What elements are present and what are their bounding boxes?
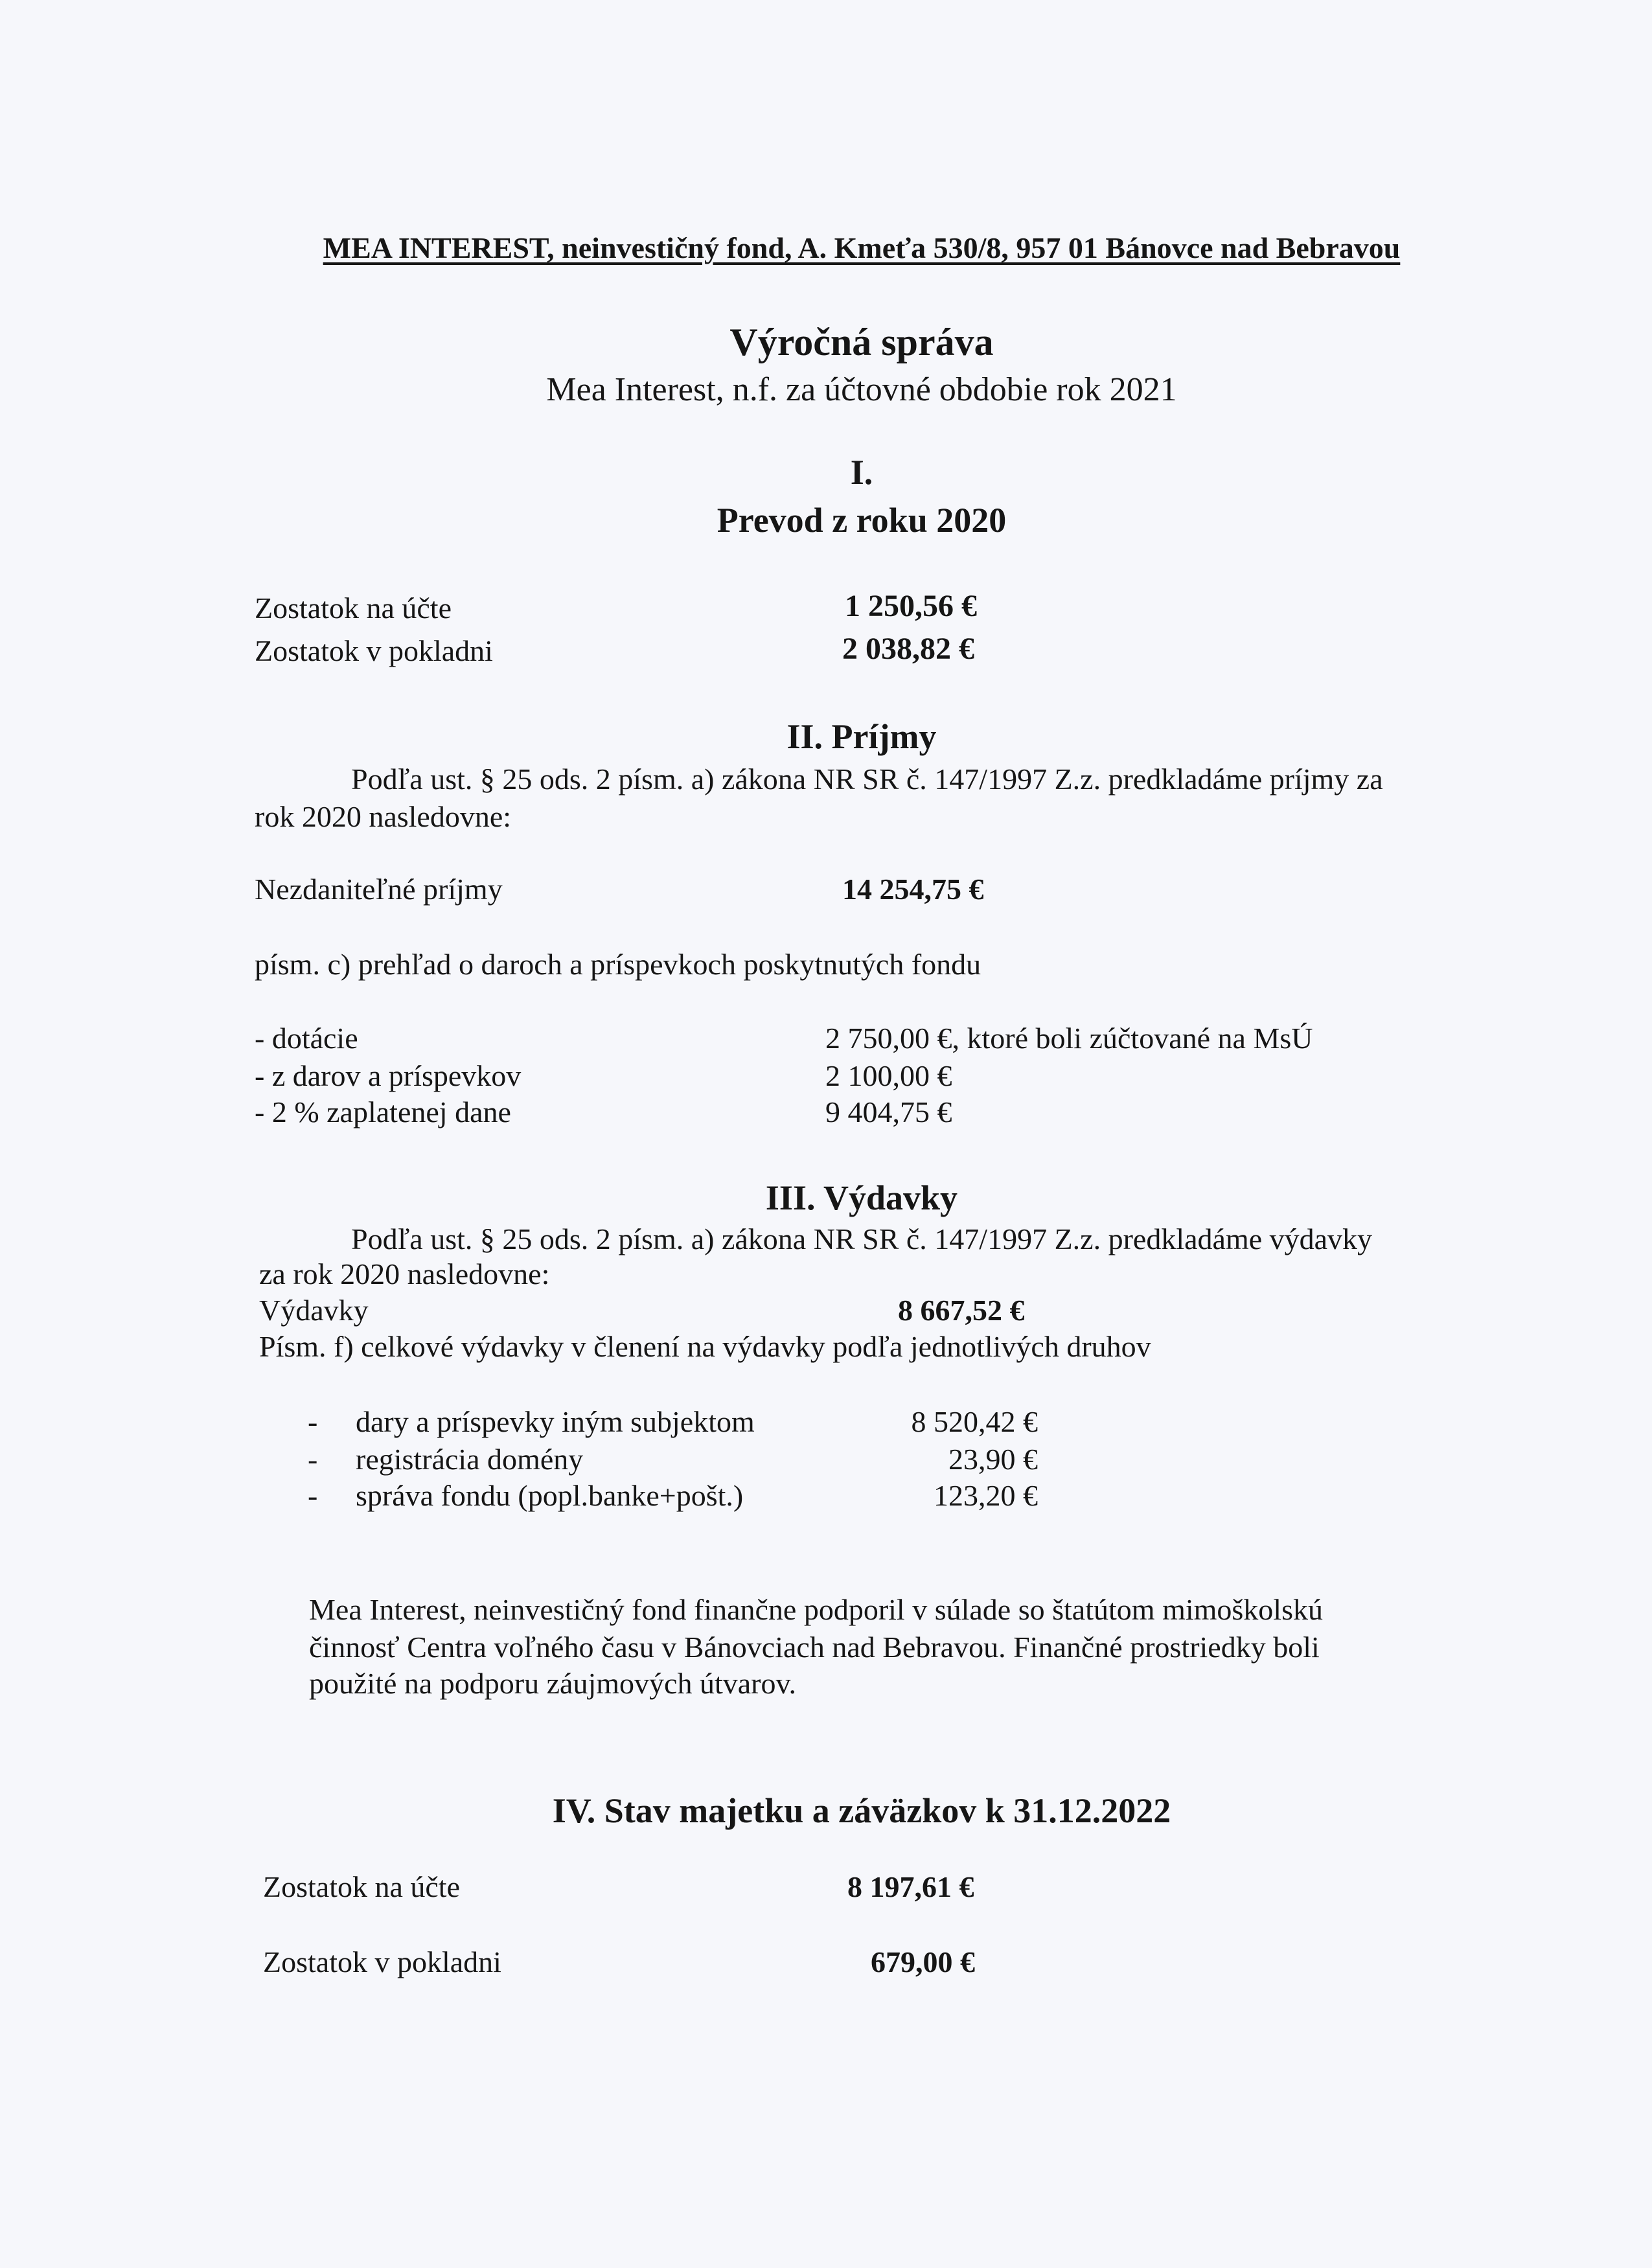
income-item-value: 9 404,75 € — [825, 1095, 952, 1128]
section-4-row-label: Zostatok na účte — [263, 1870, 461, 1903]
expense-item-value: 23,90 € — [948, 1443, 1038, 1476]
expense-item-value: 123,20 € — [934, 1479, 1038, 1512]
section-3-total-label: Výdavky — [259, 1294, 369, 1327]
report-title: Výročná správa — [729, 321, 994, 363]
section-2-sub-intro: písm. c) prehľad o daroch a príspevkoch poskytnutých fondu — [255, 948, 981, 981]
section-2-intro: Podľa ust. § 25 ods. 2 písm. a) zákona NR SR č. 147/1997 Z.z. predkladáme príjmy za — [351, 762, 1383, 796]
section-1-row-value: 2 038,82 € — [842, 632, 974, 666]
organization-header: MEA INTEREST, neinvestičný fond, A. Kmeťa 530/8, 957 01 Bánovce nad Bebravou — [323, 231, 1401, 264]
section-4-heading: IV. Stav majetku a záväzkov k 31.12.2022 — [552, 1791, 1171, 1830]
expense-item-label: registrácia domény — [356, 1443, 584, 1476]
report-subtitle: Mea Interest, n.f. za účtovné obdobie rok 2021 — [546, 371, 1177, 408]
section-4-row-value: 679,00 € — [871, 1945, 975, 1978]
expense-item-dash: - — [308, 1405, 318, 1438]
section-1-row-label: Zostatok v pokladni — [255, 634, 493, 667]
section-2-total-value: 14 254,75 € — [842, 873, 984, 906]
section-3-total-value: 8 667,52 € — [898, 1294, 1025, 1327]
section-3-sub-intro: Písm. f) celkové výdavky v členení na výdavky podľa jednotlivých druhov — [259, 1330, 1151, 1363]
expense-item-label: dary a príspevky iným subjektom — [356, 1405, 755, 1438]
section-1-row-value: 1 250,56 € — [845, 589, 977, 623]
section-4-row-value: 8 197,61 € — [847, 1870, 974, 1903]
section-3-intro: za rok 2020 nasledovne: — [259, 1257, 550, 1290]
income-item-value: 2 100,00 € — [825, 1059, 952, 1092]
section-1-number: I. — [850, 453, 873, 492]
income-item-label: - z darov a príspevkov — [255, 1059, 522, 1092]
section-2-total-label: Nezdaniteľné príjmy — [255, 873, 503, 906]
section-2-intro: rok 2020 nasledovne: — [255, 800, 512, 833]
expense-item-dash: - — [308, 1443, 318, 1476]
support-paragraph: činnosť Centra voľného času v Bánovciach nad Bebravou. Finančné prostriedky boli — [309, 1631, 1320, 1664]
section-4-row-label: Zostatok v pokladni — [263, 1945, 501, 1978]
expense-item-value: 8 520,42 € — [911, 1405, 1038, 1438]
section-1-row-label: Zostatok na účte — [255, 591, 452, 624]
expense-item-label: správa fondu (popl.banke+pošt.) — [356, 1479, 744, 1512]
section-2-heading: II. Príjmy — [786, 717, 937, 756]
section-3-intro: Podľa ust. § 25 ods. 2 písm. a) zákona NR SR č. 147/1997 Z.z. predkladáme výdavky — [351, 1222, 1373, 1255]
income-item-value: 2 750,00 €, ktoré boli zúčtované na MsÚ — [825, 1022, 1313, 1055]
support-paragraph: použité na podporu záujmových útvarov. — [309, 1667, 796, 1700]
section-3-heading: III. Výdavky — [765, 1178, 958, 1217]
income-item-label: - dotácie — [255, 1022, 358, 1055]
support-paragraph: Mea Interest, neinvestičný fond finančne podporil v súlade so štatútom mimoškolskú — [309, 1593, 1323, 1626]
income-item-label: - 2 % zaplatenej dane — [255, 1095, 511, 1128]
section-1-heading: Prevod z roku 2020 — [717, 501, 1007, 540]
expense-item-dash: - — [308, 1479, 318, 1512]
